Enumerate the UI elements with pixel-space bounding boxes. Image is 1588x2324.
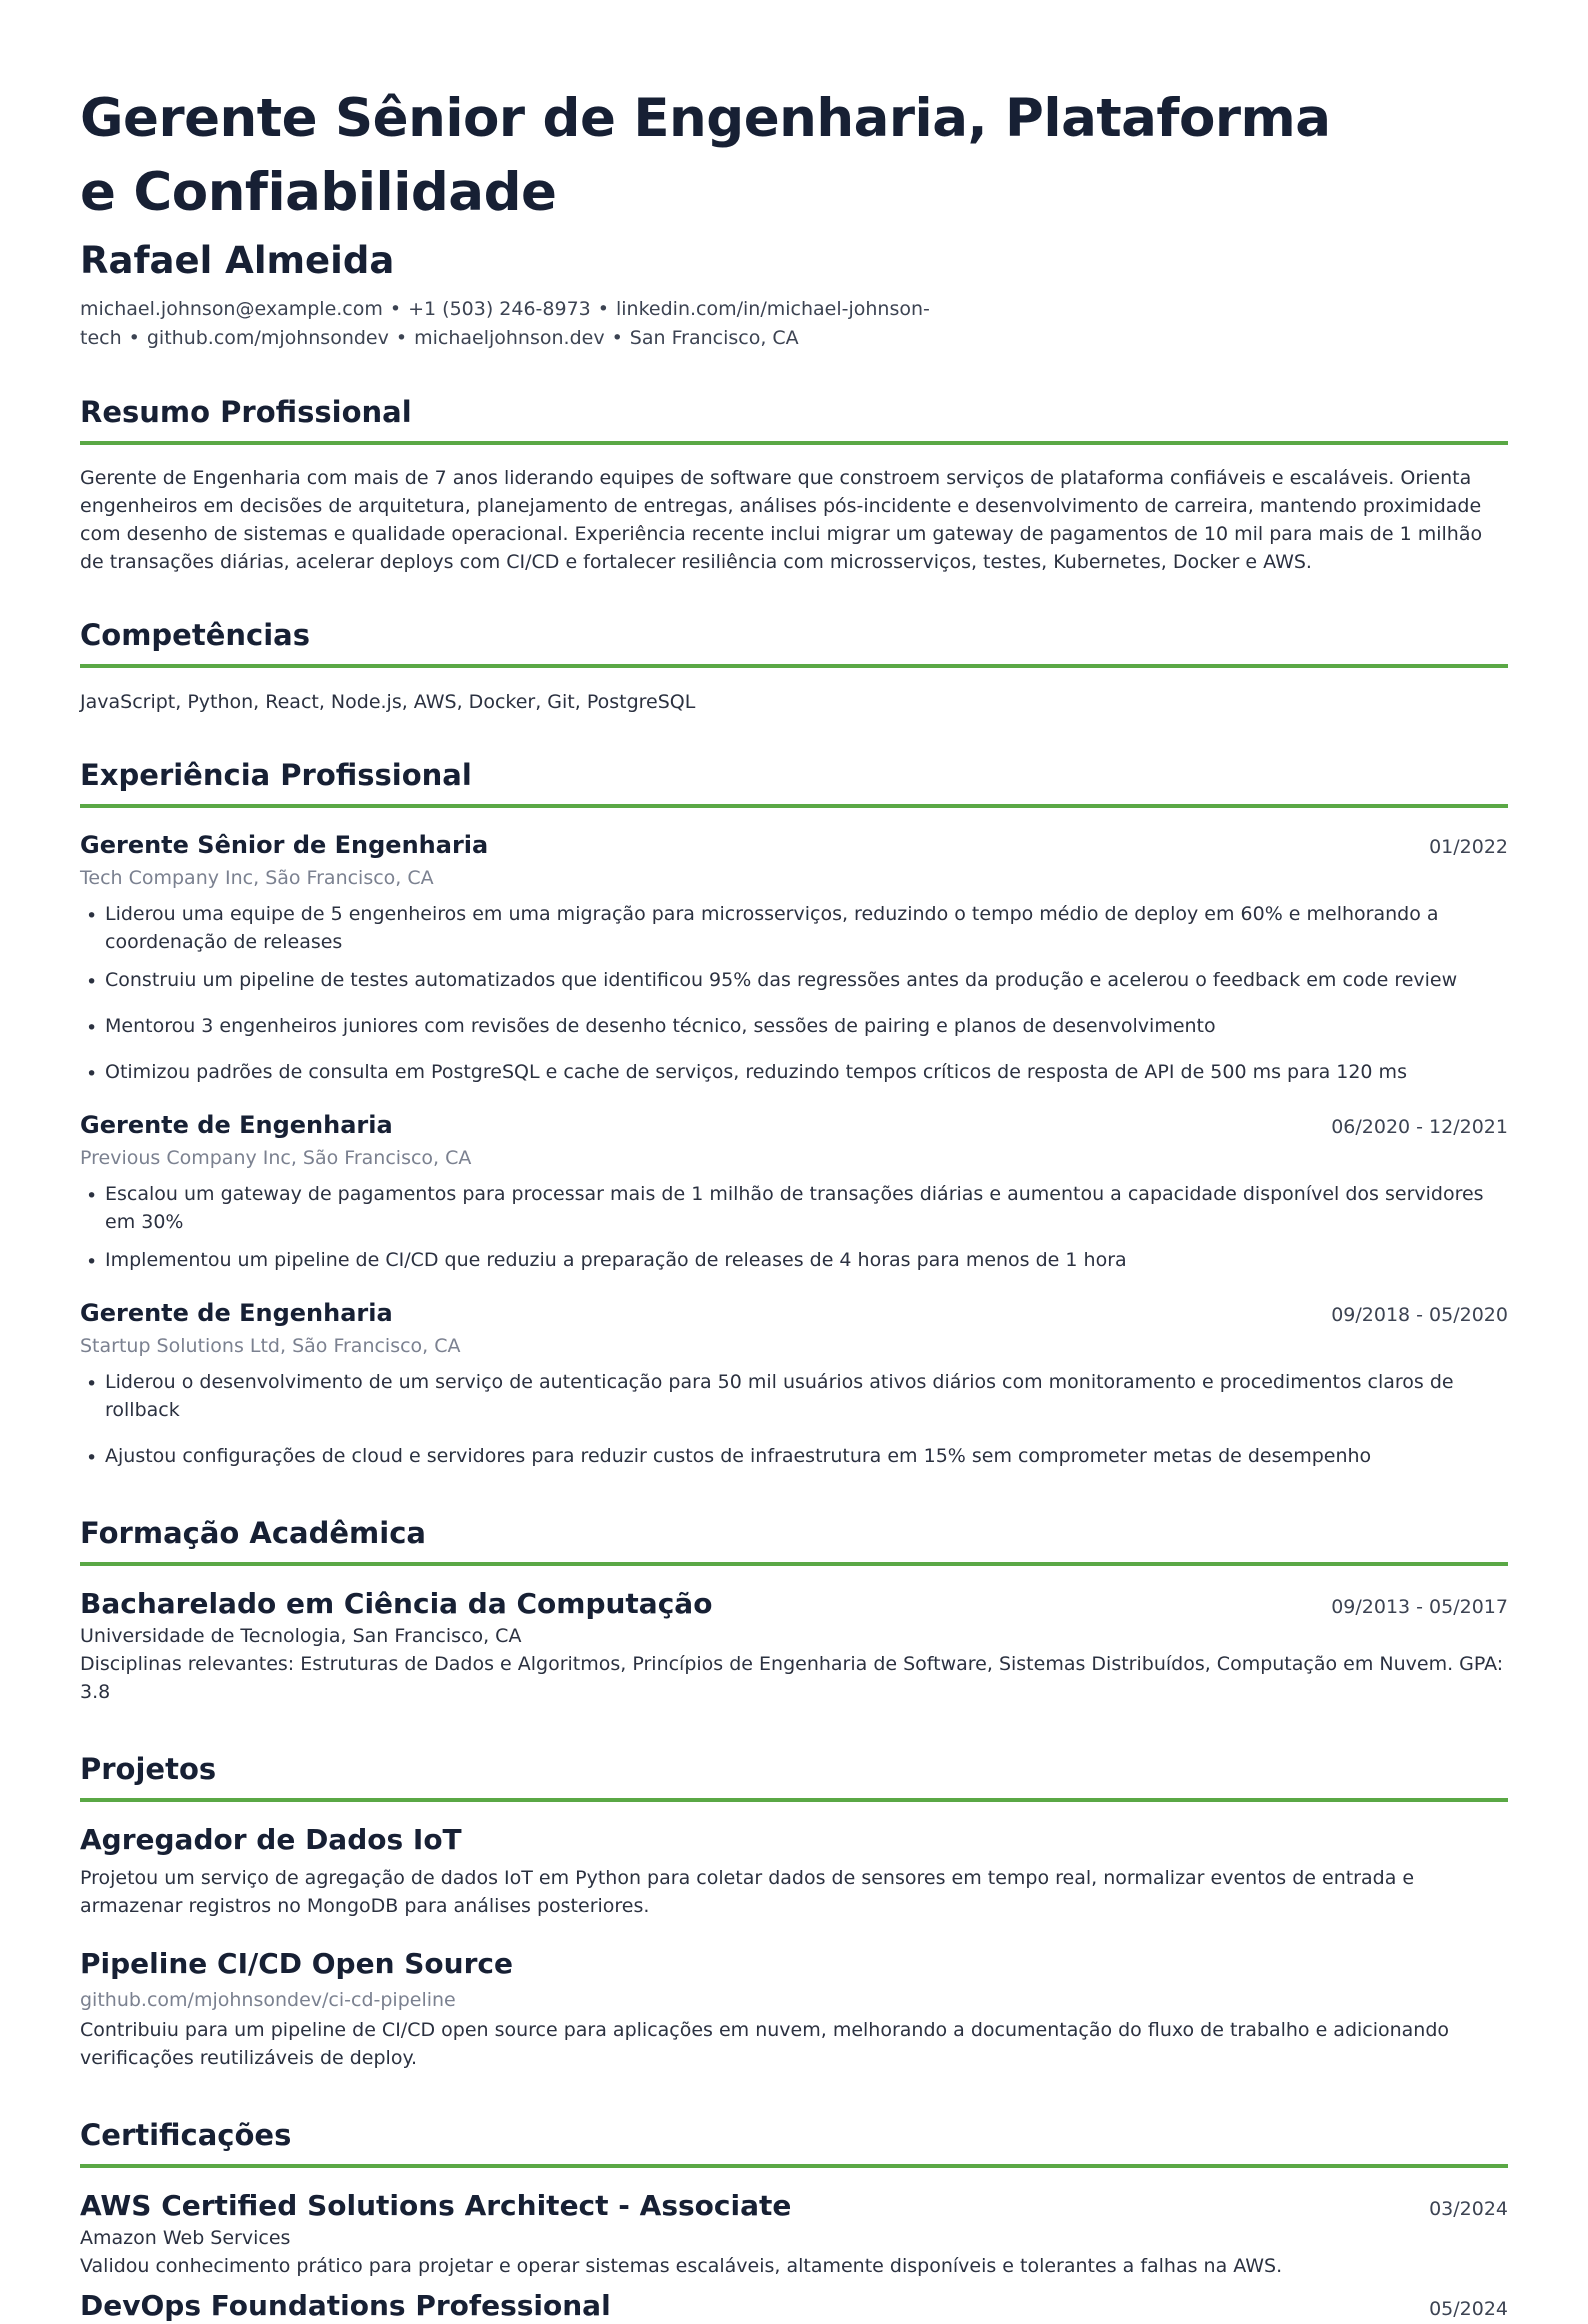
job-bullet: • Construiu um pipeline de testes automatizados que identificou 95% das regressões antes da produção e acelerou o feedback em code review: [80, 966, 1508, 994]
resume-title: Gerente Sênior de Engenharia, Plataforma e Confiabilidade: [80, 88, 1331, 223]
certification-description: Validou conhecimento prático para projetar e operar sistemas escaláveis, altamente disponíveis e tolerantes a falhas na AWS.: [80, 2255, 1283, 2277]
project-description: Projetou um serviço de agregação de dados IoT em Python para coletar dados de sensores em tempo real, normalizar eventos de entrada e armazenar registros no MongoDB para análises posteriores.: [80, 1867, 1415, 1917]
contact-website: michaeljohnson.dev: [414, 327, 605, 349]
project-name: Agregador de Dados IoT: [80, 1823, 462, 1856]
project-entry: [80, 1822, 1508, 1920]
skills-section: [80, 616, 1508, 716]
contact-separator: •: [128, 327, 140, 349]
candidate-name: Rafael Almeida: [80, 239, 395, 282]
section-heading: Experiência Profissional: [80, 756, 1508, 808]
job-title: Gerente de Engenharia: [80, 1111, 393, 1139]
degree-title: Bacharelado em Ciência da Computação: [80, 1587, 713, 1620]
section-heading: Formação Acadêmica: [80, 1514, 1508, 1566]
school-name: Universidade de Tecnologia, San Francisco, CA: [80, 1625, 522, 1647]
job-company: Tech Company Inc, São Francisco, CA: [80, 867, 434, 889]
job-bullet: • Otimizou padrões de consulta em PostgreSQL e cache de serviços, reduzindo tempos críticos de resposta de API de 500 ms para 120 ms: [80, 1058, 1508, 1086]
contact-location: San Francisco, CA: [629, 327, 799, 349]
certification-date: 05/2024: [1429, 2298, 1508, 2320]
job-title: Gerente Sênior de Engenharia: [80, 831, 489, 859]
job-bullets: [80, 900, 1508, 1086]
contact-separator: •: [597, 298, 609, 320]
contact-github: github.com/mjohnsondev: [146, 327, 389, 349]
section-heading: Projetos: [80, 1750, 1508, 1802]
summary-text: Gerente de Engenharia com mais de 7 anos liderando equipes de software que constroem serviços de plataforma confiáveis e escaláveis. Orienta engenheiros em decisões de arquitetura, planejamento de entregas, análises pós-incidente e desenvolvimento de carreira, mantendo proximidade com desenho de sistemas e qualidade operacional. Experiência recente inclui migrar um gateway de pagamentos de 10 mil para mais de 1 milhão de transações diárias, acelerar deploys com CI/CD e fortalecer resiliência com microsserviços, testes, Kubernetes, Docker e AWS.: [80, 467, 1483, 573]
section-heading: Resumo Profissional: [80, 393, 1508, 445]
certifications-section: [80, 2116, 1508, 2324]
job-title: Gerente de Engenharia: [80, 1299, 393, 1327]
certification-date: 03/2024: [1429, 2198, 1508, 2220]
job-bullet: • Ajustou configurações de cloud e servidores para reduzir custos de infraestrutura em 15% sem comprometer metas de desempenho: [80, 1442, 1508, 1470]
job-bullet: • Liderou uma equipe de 5 engenheiros em uma migração para microsserviços, reduzindo o tempo médio de deploy em 60% e melhorando a coordenação de releases: [80, 900, 1508, 956]
contact-linkedin: linkedin.com/in/michael-johnson-tech: [80, 298, 930, 349]
certification-name: DevOps Foundations Professional: [80, 2289, 611, 2322]
job-bullet: • Implementou um pipeline de CI/CD que reduziu a preparação de releases de 4 horas para menos de 1 hora: [80, 1246, 1508, 1274]
certification-entry: [80, 2288, 1508, 2324]
certification-name: AWS Certified Solutions Architect - Associate: [80, 2189, 792, 2222]
job-entry: [80, 1108, 1508, 1274]
projects-section: [80, 1750, 1508, 2072]
skills-text: JavaScript, Python, React, Node.js, AWS, Docker, Git, PostgreSQL: [80, 691, 696, 713]
job-bullet: • Mentorou 3 engenheiros juniores com revisões de desenho técnico, sessões de pairing e planos de desenvolvimento: [80, 1012, 1508, 1040]
project-link[interactable]: github.com/mjohnsondev/ci-cd-pipeline: [80, 1989, 456, 2011]
contact-email: michael.johnson@example.com: [80, 298, 383, 320]
job-date: 06/2020 - 12/2021: [1331, 1116, 1508, 1138]
certification-entry: [80, 2188, 1508, 2280]
contact-phone: +1 (503) 246-8973: [408, 298, 591, 320]
job-entry: [80, 1296, 1508, 1470]
contact-separator: •: [389, 298, 402, 320]
job-bullets: [80, 1180, 1508, 1274]
certification-issuer: Amazon Web Services: [80, 2227, 291, 2249]
education-details: Disciplinas relevantes: Estruturas de Dados e Algoritmos, Princípios de Engenharia de Software, Sistemas Distribuídos, Computação em Nuvem. GPA: 3.8: [80, 1653, 1504, 1703]
job-bullets: [80, 1368, 1508, 1470]
contact-line: [80, 295, 1508, 353]
contact-separator: •: [395, 327, 408, 349]
job-date: 09/2018 - 05/2020: [1331, 1304, 1508, 1326]
job-entry: [80, 828, 1508, 1086]
summary-section: [80, 393, 1508, 576]
section-heading: Competências: [80, 616, 1508, 668]
education-section: [80, 1514, 1508, 1706]
job-company: Previous Company Inc, São Francisco, CA: [80, 1147, 472, 1169]
contact-separator: •: [611, 327, 623, 349]
section-heading: Certificações: [80, 2116, 1508, 2168]
education-date: 09/2013 - 05/2017: [1331, 1596, 1508, 1618]
education-entry: [80, 1586, 1508, 1706]
job-date: 01/2022: [1429, 836, 1508, 858]
job-bullet: • Escalou um gateway de pagamentos para processar mais de 1 milhão de transações diárias e aumentou a capacidade disponível dos servidores em 30%: [80, 1180, 1508, 1236]
project-description: Contribuiu para um pipeline de CI/CD open source para aplicações em nuvem, melhorando a documentação do fluxo de trabalho e adicionando verificações reutilizáveis de deploy.: [80, 2019, 1450, 2069]
project-name: Pipeline CI/CD Open Source: [80, 1947, 514, 1980]
job-company: Startup Solutions Ltd, São Francisco, CA: [80, 1335, 461, 1357]
job-bullet: • Liderou o desenvolvimento de um serviço de autenticação para 50 mil usuários ativos diários com monitoramento e procedimentos claros de rollback: [80, 1368, 1508, 1424]
experience-section: [80, 756, 1508, 1470]
project-entry: [80, 1946, 1508, 2072]
